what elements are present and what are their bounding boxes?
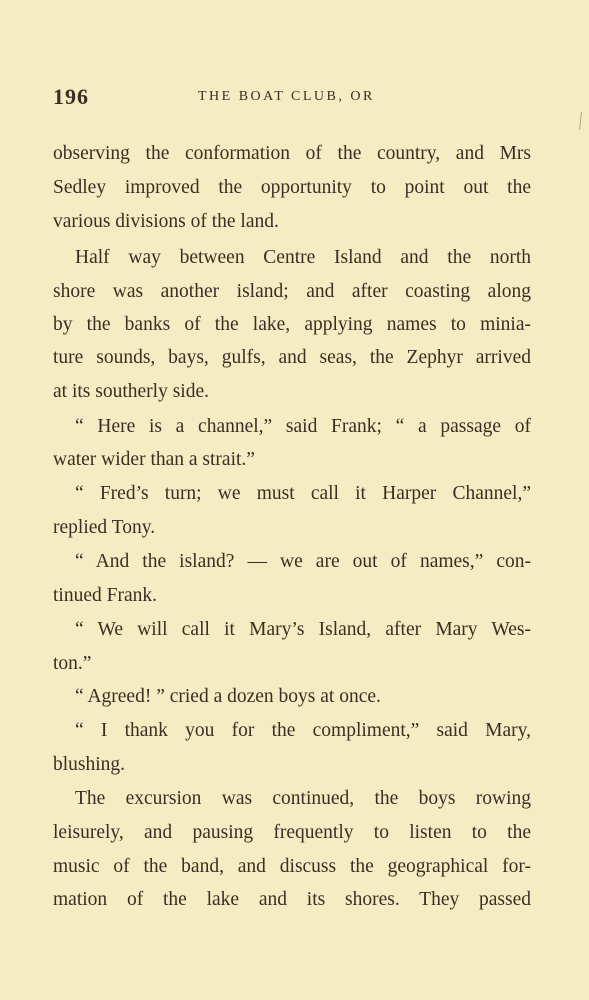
text-line: Sedley improved the opportunity to point out the [53,177,531,198]
text-line: Half way between Centre Island and the north [75,247,531,268]
page-header [0,84,589,114]
text-line: The excursion was continued, the boys rowing [75,788,531,809]
text-line: ton.” [53,653,92,674]
text-line: “ Agreed! ” cried a dozen boys at once. [75,686,381,707]
page-number: 196 [53,84,89,109]
margin-mark [579,112,582,130]
text-line: at its southerly side. [53,381,209,402]
text-line: “ We will call it Mary’s Island, after Mary Wes- [75,619,531,640]
text-line: various divisions of the land. [53,211,279,232]
running-head: THE BOAT CLUB, OR [198,89,375,104]
text-line: blushing. [53,754,126,775]
text-line: “ Here is a channel,” said Frank; “ a passage of [75,416,531,437]
text-line: water wider than a strait.” [53,449,255,470]
text-line: “ I thank you for the compliment,” said Mary, [75,720,531,741]
text-line: mation of the lake and its shores. They passed [53,889,531,910]
text-line: leisurely, and pausing frequently to listen to the [53,822,531,843]
text-line: “ And the island? — we are out of names,” con- [75,551,531,572]
text-line: music of the band, and discuss the geographical for- [53,856,531,877]
text-line: tinued Frank. [53,585,157,606]
text-line: ture sounds, bays, gulfs, and seas, the Zephyr arrived [53,347,531,368]
text-line: replied Tony. [53,517,156,538]
text-line: observing the conformation of the country, and Mrs [53,143,531,164]
text-line: shore was another island; and after coasting along [53,281,531,302]
text-line: by the banks of the lake, applying names to minia- [53,314,531,335]
text-line: “ Fred’s turn; we must call it Harper Channel,” [75,483,531,504]
